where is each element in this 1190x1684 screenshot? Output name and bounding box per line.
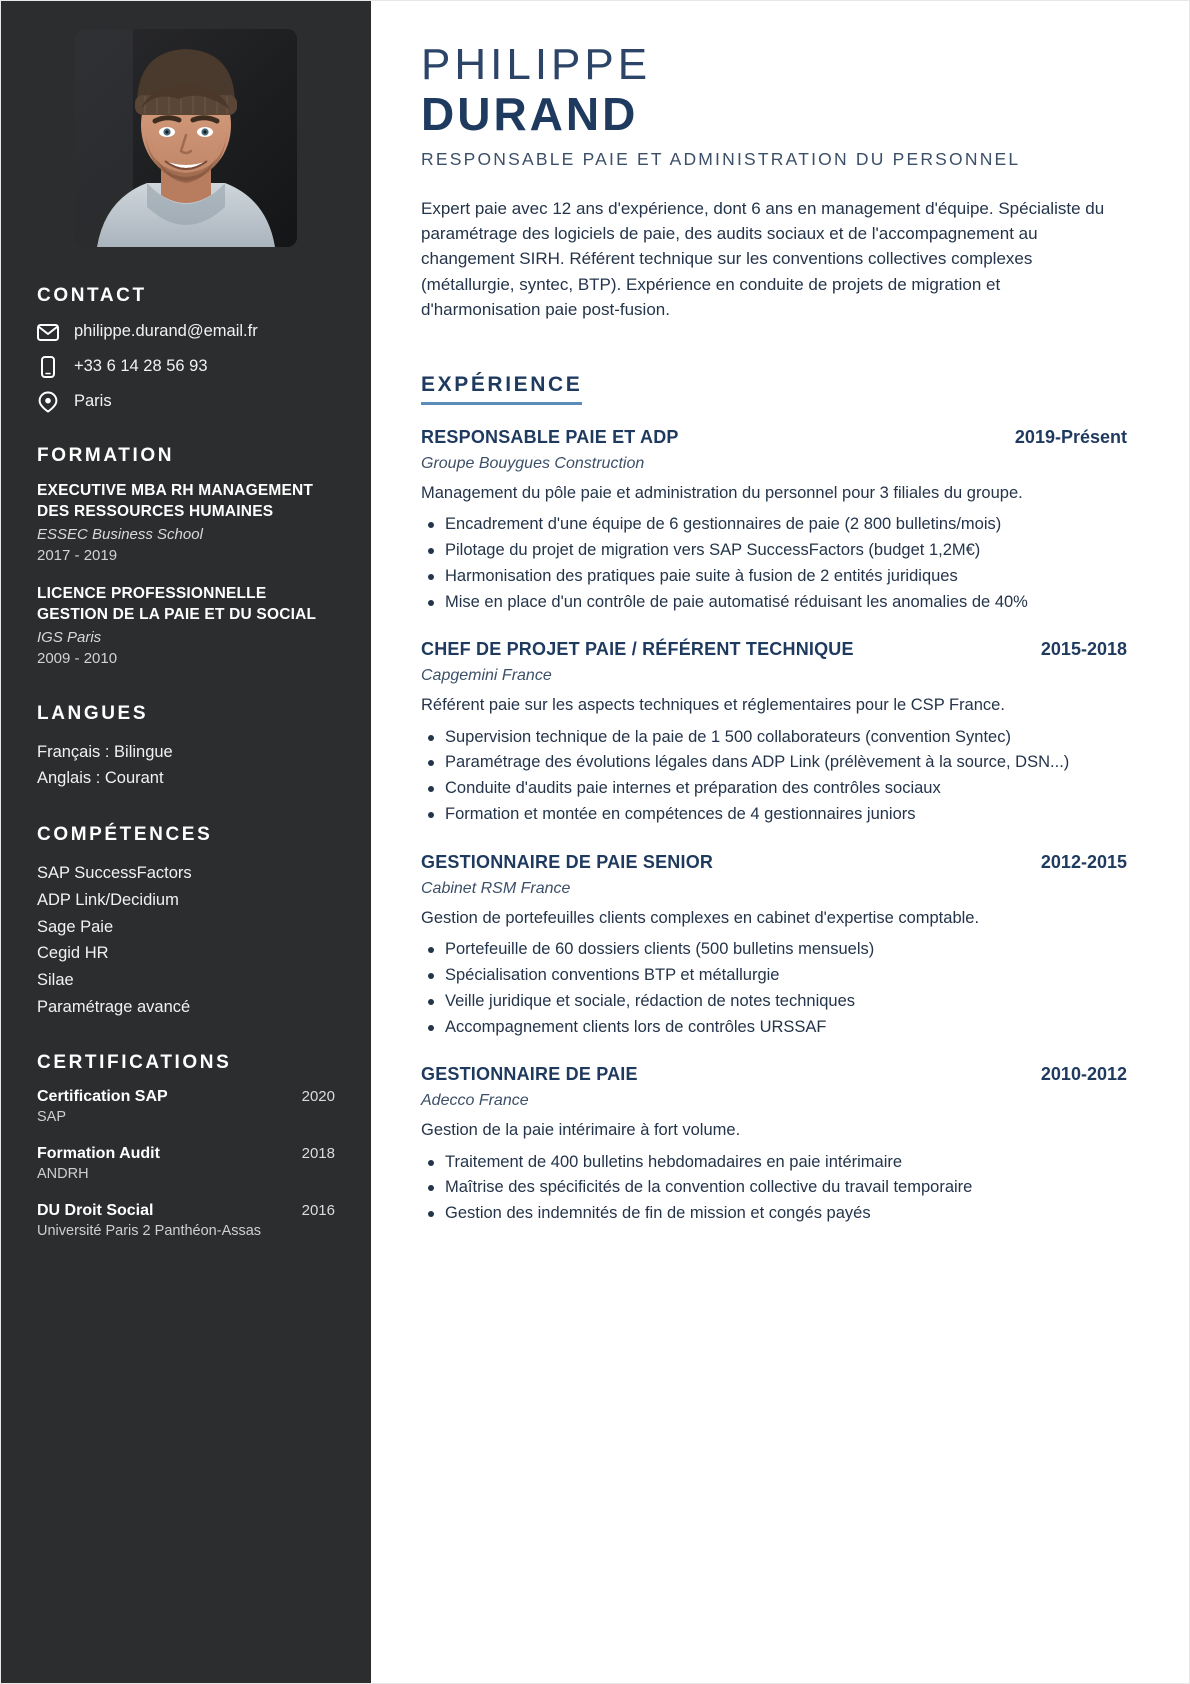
education-years: 2017 - 2019 [37, 546, 118, 564]
certification-year: 2016 [301, 1201, 335, 1219]
skill-item: SAP SuccessFactors [37, 864, 192, 883]
education-school: ESSEC Business School [37, 525, 203, 543]
job-bullet: Formation et montée en compétences de 4 gestionnaires juniors [421, 803, 1105, 826]
job-bullet: Mise en place d'un contrôle de paie automatisé réduisant les anomalies de 40% [421, 591, 1105, 614]
job-bullet-list [421, 726, 1127, 826]
certification-item [37, 1088, 335, 1128]
certification-issuer: Université Paris 2 Panthéon-Assas [37, 1222, 262, 1239]
job-bullet: Encadrement d'une équipe de 6 gestionnaires de paie (2 800 bulletins/mois) [421, 513, 1105, 536]
experience-item [421, 639, 1127, 825]
job-company: Cabinet RSM France [421, 879, 571, 897]
job-dates: 2015-2018 [1040, 639, 1127, 660]
contact-heading: CONTACT [37, 285, 147, 306]
education-item [37, 584, 335, 669]
certifications-section [37, 1052, 335, 1241]
contact-email-value: philippe.durand@email.fr [74, 322, 258, 341]
certification-issuer: ANDRH [37, 1166, 89, 1182]
avatar [75, 29, 297, 247]
experience-item [421, 852, 1127, 1038]
skill-item: Cegid HR [37, 944, 109, 963]
job-role: CHEF DE PROJET PAIE / RÉFÉRENT TECHNIQUE [421, 639, 854, 660]
certification-name: DU Droit Social [37, 1201, 154, 1219]
experience-section-heading: EXPÉRIENCE [421, 373, 582, 405]
certification-item [37, 1202, 335, 1242]
education-degree: EXECUTIVE MBA RH MANAGEMENT DES RESSOURCES HUMAINES [37, 482, 314, 520]
contact-phone-value: +33 6 14 28 56 93 [74, 357, 208, 376]
certification-name: Certification SAP [37, 1088, 168, 1106]
langues-heading: LANGUES [37, 702, 149, 724]
experience-item [421, 427, 1127, 613]
professional-summary: Expert paie avec 12 ans d'expérience, dont 6 ans en management d'équipe. Spécialiste du paramétrage des logiciels de paie, des audits sociaux et de l'accompagnement au changement SIRH. Référent technique sur les conventions collectives complexes (métallurgie, syntec, BTP). Expérience en conduite de projets de migration et d'harmonisation paie post-fusion. [421, 199, 1105, 319]
job-dates: 2012-2015 [1040, 851, 1127, 872]
education-years: 2009 - 2010 [37, 649, 118, 667]
formation-heading: FORMATION [37, 445, 175, 466]
job-bullet: Accompagnement clients lors de contrôles URSSAF [421, 1016, 1105, 1039]
certifications-heading: CERTIFICATIONS [37, 1052, 232, 1074]
skill-item: ADP Link/Decidium [37, 890, 179, 909]
job-bullet-list [421, 1151, 1127, 1225]
job-bullet: Traitement de 400 bulletins hebdomadaires en paie intérimaire [421, 1151, 1105, 1174]
job-bullet: Paramétrage des évolutions légales dans ADP Link (prélèvement à la source, DSN...) [421, 751, 1105, 774]
last-name: DURAND [421, 87, 639, 140]
skill-item: Sage Paie [37, 917, 114, 936]
job-bullet: Maîtrise des spécificités de la convention collective du travail temporaire [421, 1176, 1105, 1199]
job-dates: 2010-2012 [1040, 1064, 1127, 1085]
first-name: PHILIPPE [421, 40, 652, 89]
job-bullet: Supervision technique de la paie de 1 500 collaborateurs (convention Syntec) [421, 726, 1105, 749]
job-bullet: Pilotage du projet de migration vers SAP SuccessFactors (budget 1,2M€) [421, 539, 1105, 562]
professional-title: RESPONSABLE PAIE ET ADMINISTRATION DU PERSONNEL [421, 149, 1021, 170]
contact-item-phone[interactable] [37, 356, 335, 378]
formation-section [37, 445, 335, 669]
langues-section [37, 703, 335, 792]
contact-section [37, 285, 335, 413]
job-bullet: Veille juridique et sociale, rédaction de notes techniques [421, 990, 1105, 1013]
certification-name: Formation Audit [37, 1145, 160, 1162]
education-item [37, 481, 335, 566]
job-role: GESTIONNAIRE DE PAIE [421, 1064, 638, 1085]
job-description: Référent paie sur les aspects techniques et réglementaires pour le CSP France. [421, 696, 1005, 715]
main-content [371, 1, 1189, 1683]
language-item: Français : Bilingue [37, 742, 173, 761]
competences-section [37, 824, 335, 1020]
job-company: Adecco France [421, 1092, 529, 1110]
skill-item: Silae [37, 971, 74, 989]
language-item: Anglais : Courant [37, 769, 164, 788]
certification-issuer: SAP [37, 1109, 67, 1126]
envelope-icon [37, 321, 59, 343]
job-bullet-list [421, 938, 1127, 1038]
experience-item [421, 1064, 1127, 1225]
contact-item-email[interactable] [37, 321, 335, 343]
competences-heading: COMPÉTENCES [37, 824, 213, 846]
job-bullet: Spécialisation conventions BTP et métallurgie [421, 964, 1105, 987]
photo-container [1, 1, 371, 247]
job-description: Gestion de la paie intérimaire à fort volume. [421, 1121, 741, 1140]
job-description: Gestion de portefeuilles clients complexes en cabinet d'expertise comptable. [421, 908, 980, 927]
contact-location-value: Paris [74, 392, 112, 411]
skill-item: Paramétrage avancé [37, 997, 191, 1016]
location-pin-icon [37, 391, 59, 413]
certification-item [37, 1145, 335, 1185]
profile-photo-icon [75, 29, 297, 247]
job-bullet: Conduite d'audits paie internes et préparation des contrôles sociaux [421, 777, 1105, 800]
job-dates: 2019-Présent [1014, 426, 1127, 447]
phone-icon [37, 356, 59, 378]
certification-year: 2020 [301, 1088, 335, 1106]
job-company: Capgemini France [421, 667, 552, 685]
job-bullet: Harmonisation des pratiques paie suite à fusion de 2 entités juridiques [421, 565, 1105, 588]
job-role: GESTIONNAIRE DE PAIE SENIOR [421, 851, 714, 872]
contact-item-location[interactable] [37, 391, 335, 413]
sidebar [1, 1, 371, 1683]
job-description: Management du pôle paie et administration du personnel pour 3 filiales du groupe. [421, 483, 1023, 502]
job-bullet: Gestion des indemnités de fin de mission et congés payés [421, 1202, 1105, 1225]
job-bullet: Portefeuille de 60 dossiers clients (500 bulletins mensuels) [421, 938, 1105, 961]
certification-year: 2018 [301, 1145, 335, 1162]
education-degree: LICENCE PROFESSIONNELLE GESTION DE LA PAIE ET DU SOCIAL [37, 584, 317, 623]
job-company: Groupe Bouygues Construction [421, 454, 645, 472]
education-school: IGS Paris [37, 628, 102, 646]
job-role: RESPONSABLE PAIE ET ADP [421, 426, 679, 447]
job-bullet-list [421, 513, 1127, 613]
